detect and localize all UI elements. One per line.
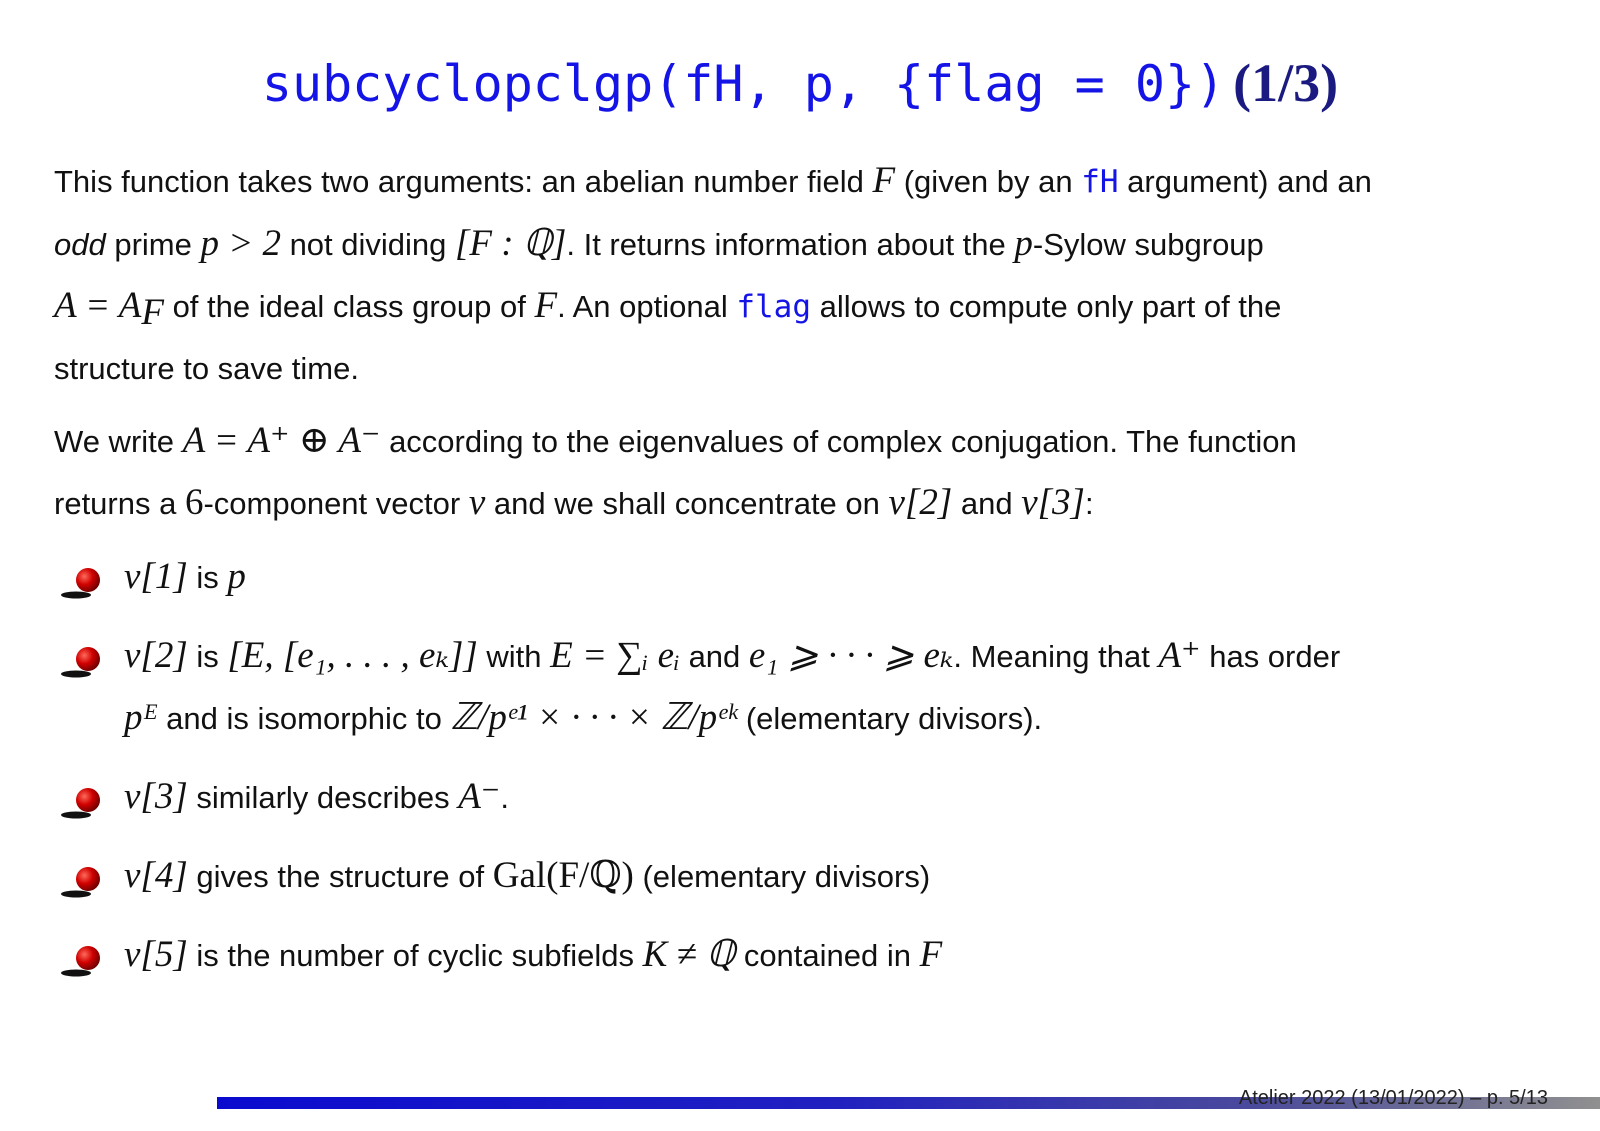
decomposition-line-2: returns a 6-component vector v and we shall concentrate on v[2] and v[3]: — [54, 482, 1094, 523]
title-part-indicator: (1/3) — [1233, 53, 1339, 113]
flag-code: flag — [736, 289, 811, 325]
list-item: v[1] is p — [60, 546, 1560, 608]
red-ball-bullet-icon — [60, 944, 106, 980]
intro-line-3: $A = A_F$ of the ideal class group of F. An optional flag allows to compute only part of the — [54, 285, 1282, 334]
list-item: v[4] gives the structure of Gal(F/ℚ) (elementary divisors) — [60, 845, 1560, 907]
intro-paragraph — [54, 150, 1554, 399]
red-ball-bullet-icon — [60, 865, 106, 901]
decomposition-paragraph — [54, 410, 1554, 534]
component-list — [60, 546, 1560, 1003]
slide-title — [0, 52, 1600, 114]
footer-slide-info: Atelier 2022 (13/01/2022) – p. 5/13 — [1238, 1087, 1548, 1109]
red-ball-bullet-icon — [60, 566, 106, 602]
intro-line-2: odd prime p > 2 not dividing [F : ℚ]. It returns information about the p-Sylow subgroup — [54, 223, 1264, 264]
title-function-signature: subcyclopclgp(fH, p, {flag = 0}) — [261, 55, 1226, 113]
intro-line-4: structure to save time. — [54, 351, 359, 386]
list-item: v[3] similarly describes A⁻. — [60, 766, 1560, 828]
list-item: v[5] is the number of cyclic subfields K ≠ ℚ contained in F — [60, 924, 1560, 986]
red-ball-bullet-icon — [60, 786, 106, 822]
fh-code: fH — [1081, 164, 1119, 200]
intro-line-1: This function takes two arguments: an abelian number field F (given by an fH argument) and an — [54, 160, 1372, 201]
decomposition-line-1: We write A = A⁺ ⊕ A⁻ according to the eigenvalues of complex conjugation. The function — [54, 420, 1297, 461]
red-ball-bullet-icon — [60, 645, 106, 681]
list-item: v[2] is [E, [e₁, . . . , eₖ]] with E = ∑ᵢ eᵢ and e₁ ⩾ · · · ⩾ eₖ. Meaning that A⁺ has order pᴱ and is isomorphic to ℤ/pᵉ¹ × · · · × ℤ/pᵉᵏ (elementary divisors). — [60, 625, 1560, 749]
